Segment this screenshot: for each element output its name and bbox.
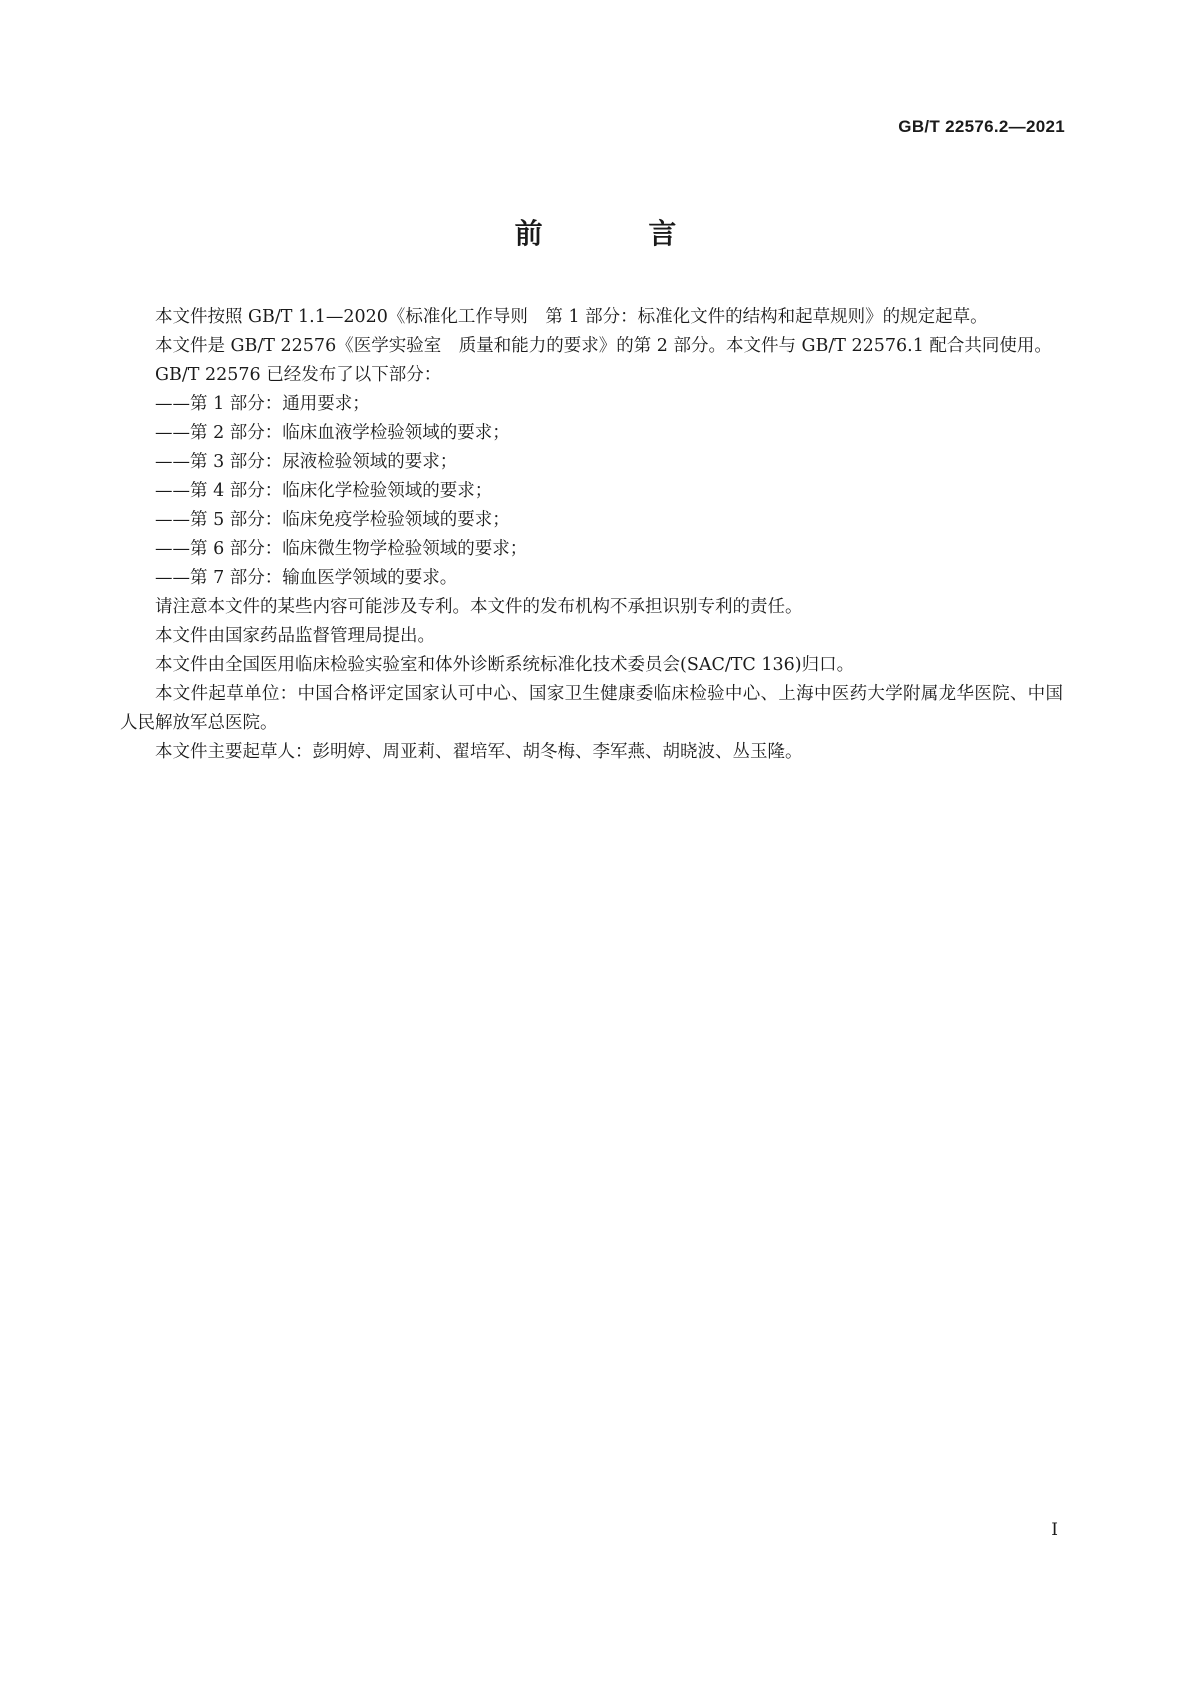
paragraph-series-relation: 本文件是 GB/T 22576《医学实验室 质量和能力的要求》的第 2 部分。本文件与 GB/T 22576.1 配合共同使用。 — [155, 336, 1052, 356]
foreword-body — [120, 303, 1063, 767]
paragraph-parts-intro: GB/T 22576 已经发布了以下部分： — [155, 365, 442, 385]
list-item-part-4: ——第 4 部分：临床化学检验领域的要求； — [155, 481, 493, 501]
list-item-part-3: ——第 3 部分：尿液检验领域的要求； — [155, 452, 458, 472]
list-item-part-2: ——第 2 部分：临床血液学检验领域的要求； — [155, 423, 510, 443]
list-item-part-7: ——第 7 部分：输血医学领域的要求。 — [155, 568, 458, 588]
paragraph-patent-notice: 请注意本文件的某些内容可能涉及专利。本文件的发布机构不承担识别专利的责任。 — [155, 597, 803, 617]
list-item-part-6: ——第 6 部分：临床微生物学检验领域的要求； — [155, 539, 528, 559]
paragraph-drafting-basis: 本文件按照 GB/T 1.1—2020《标准化工作导则 第 1 部分：标准化文件的结构和起草规则》的规定起草。 — [155, 307, 988, 327]
list-item-part-1: ——第 1 部分：通用要求； — [155, 394, 370, 414]
paragraph-proposer: 本文件由国家药品监督管理局提出。 — [155, 626, 435, 646]
page-number: I — [1051, 1520, 1058, 1540]
paragraph-drafting-units: 本文件起草单位：中国合格评定国家认可中心、国家卫生健康委临床检验中心、上海中医药大学附属龙华医院、中国人民解放军总医院。 — [120, 684, 1063, 733]
paragraph-committee: 本文件由全国医用临床检验实验室和体外诊断系统标准化技术委员会(SAC/TC 136)归口。 — [155, 655, 855, 675]
list-item-part-5: ——第 5 部分：临床免疫学检验领域的要求； — [155, 510, 510, 530]
paragraph-drafters: 本文件主要起草人：彭明婷、周亚莉、翟培军、胡冬梅、李军燕、胡晓波、丛玉隆。 — [155, 742, 803, 762]
document-code: GB/T 22576.2—2021 — [898, 117, 1065, 136]
page-title: 前 言 — [514, 217, 725, 250]
